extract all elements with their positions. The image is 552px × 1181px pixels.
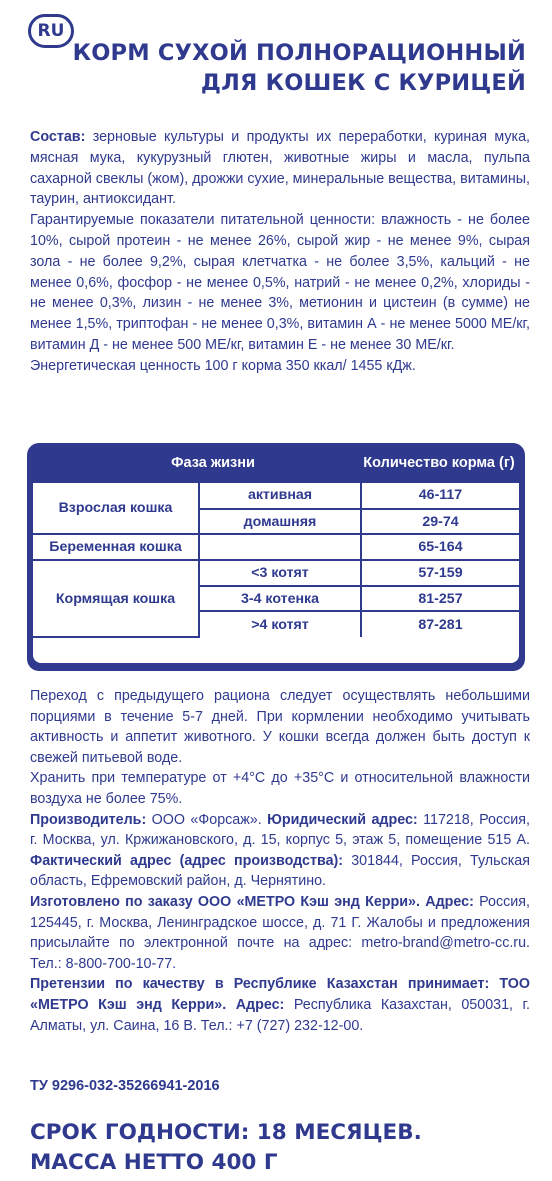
amount-adult-active: 46-117: [361, 483, 519, 509]
made-for-address: Россия, 125445, г. Москва, Ленинградское шоссе, д. 71 Г. Жалобы и предложения присылайте по электронной почте на адрес: metro-brand@metro-cc.ru. Тел.: 8-800-700-10-77.: [30, 893, 531, 972]
footer-block: [30, 1118, 422, 1178]
header-phase: Фаза жизни: [171, 455, 255, 471]
legal-address: 117218, Россия, г. Москва, ул. Кржижановского, д. 15, корпус 5, этаж 5, помещение 515 А.: [30, 811, 530, 849]
subphase-home: домашняя: [199, 509, 361, 535]
net-weight: МАССА НЕТТО 400 Г: [30, 1150, 278, 1175]
subphase-empty: [199, 534, 361, 560]
amount-nursing-2: 81-257: [361, 586, 519, 612]
phase-nursing: Кормящая кошка: [33, 560, 199, 637]
composition-text: зерновые культуры и продукты их переработки, куриная мука, мясная мука, кукурузный глютен, животные жиры и масла, пульпа сахарной свеклы (жом), дрожжи сухие, минеральные вещества, витамины, таурин, антиоксидант.: [30, 129, 530, 208]
info-section: [30, 686, 530, 1036]
amount-pregnant: 65-164: [361, 534, 519, 560]
amount-nursing-1: 57-159: [361, 560, 519, 586]
title-line-1: КОРМ СУХОЙ ПОЛНОРАЦИОННЫЙ: [72, 40, 526, 66]
subphase-nursing-1: <3 котят: [199, 560, 361, 586]
composition-paragraph: [30, 127, 530, 210]
amount-adult-home: 29-74: [361, 509, 519, 535]
storage-text: Хранить при температуре от +4°С до +35°С и относительной влажности воздуха не более 75%.: [30, 770, 530, 807]
shelf-life: СРОК ГОДНОСТИ: 18 МЕСЯЦЕВ.: [30, 1120, 422, 1145]
kz-claims-address: Республика Казахстан, 050031, г. Алматы, ул. Саина, 16 В. Тел.: +7 (727) 232-12-00.: [30, 996, 530, 1034]
tu-code: ТУ 9296-032-35266941-2016: [30, 1078, 220, 1094]
subphase-nursing-2: 3-4 котенка: [199, 586, 361, 612]
guaranteed-values: Гарантируемые показатели питательной ценности: влажность - не более 10%, сырой протеин - не менее 26%, сырой жир - не менее 9%, сырая зола - не более 9,2%, сырая клетчатка - не более 3,5%, кальций - не менее 0,6%, фосфор - не менее 0,5%, натрий - не менее 0,2%, хлориды - не менее 0,3%, лизин - не менее 3%, метионин и цистеин (в сумме) не менее 1,5%, триптофан - не менее 0,3%, витамин А - не менее 5000 МЕ/кг, витамин Д - не менее 500 МЕ/кг, витамин Е - не менее 30 МЕ/кг.: [30, 212, 530, 353]
composition-section: [30, 127, 530, 377]
table-row: [33, 534, 519, 560]
transition-text: Переход с предыдущего рациона следует осуществлять небольшими порциями в течение 5-7 дней. При кормлении необходимо учитывать активность и аппетит животного. У кошки всегда должен быть доступ к свежей питьевой воде.: [30, 688, 530, 766]
title-line-2: ДЛЯ КОШЕК С КУРИЦЕЙ: [200, 70, 526, 96]
producer-name: ООО «Форсаж».: [146, 811, 268, 828]
table-row: [33, 483, 519, 509]
header-amount: Количество корма (г): [363, 455, 515, 471]
feeding-table-body: [33, 483, 519, 663]
phase-adult: Взрослая кошка: [33, 483, 199, 534]
producer-label: Производитель:: [30, 811, 147, 828]
energy-value: Энергетическая ценность 100 г корма 350 ккал/ 1455 кДж.: [30, 357, 416, 374]
language-badge: RU: [28, 14, 74, 48]
phase-pregnant: Беременная кошка: [33, 534, 199, 560]
kz-claims-paragraph: [30, 974, 530, 1036]
producer-paragraph: [30, 810, 530, 892]
made-for-label: Изготовлено по заказу ООО «МЕТРО Кэш энд Керри». Адрес:: [30, 893, 474, 910]
made-for-paragraph: [30, 892, 530, 974]
subphase-active: активная: [199, 483, 361, 509]
actual-address: 301844, Россия, Тульская область, Ефремовский район, д. Чернятино.: [30, 852, 531, 890]
product-title: [73, 38, 526, 98]
feeding-table: [27, 443, 525, 671]
subphase-nursing-3: >4 котят: [199, 611, 361, 637]
actual-address-label: Фактический адрес (адрес производства):: [30, 852, 344, 869]
amount-nursing-3: 87-281: [361, 611, 519, 637]
feeding-table-header: [33, 443, 519, 483]
kz-claims-label: Претензии по качеству в Республике Казахстан принимает: ТОО «МЕТРО Кэш энд Керри». Адрес:: [30, 976, 530, 1013]
table-row: [33, 560, 519, 586]
composition-label: Состав:: [30, 129, 86, 145]
legal-address-label: Юридический адрес:: [267, 811, 418, 828]
